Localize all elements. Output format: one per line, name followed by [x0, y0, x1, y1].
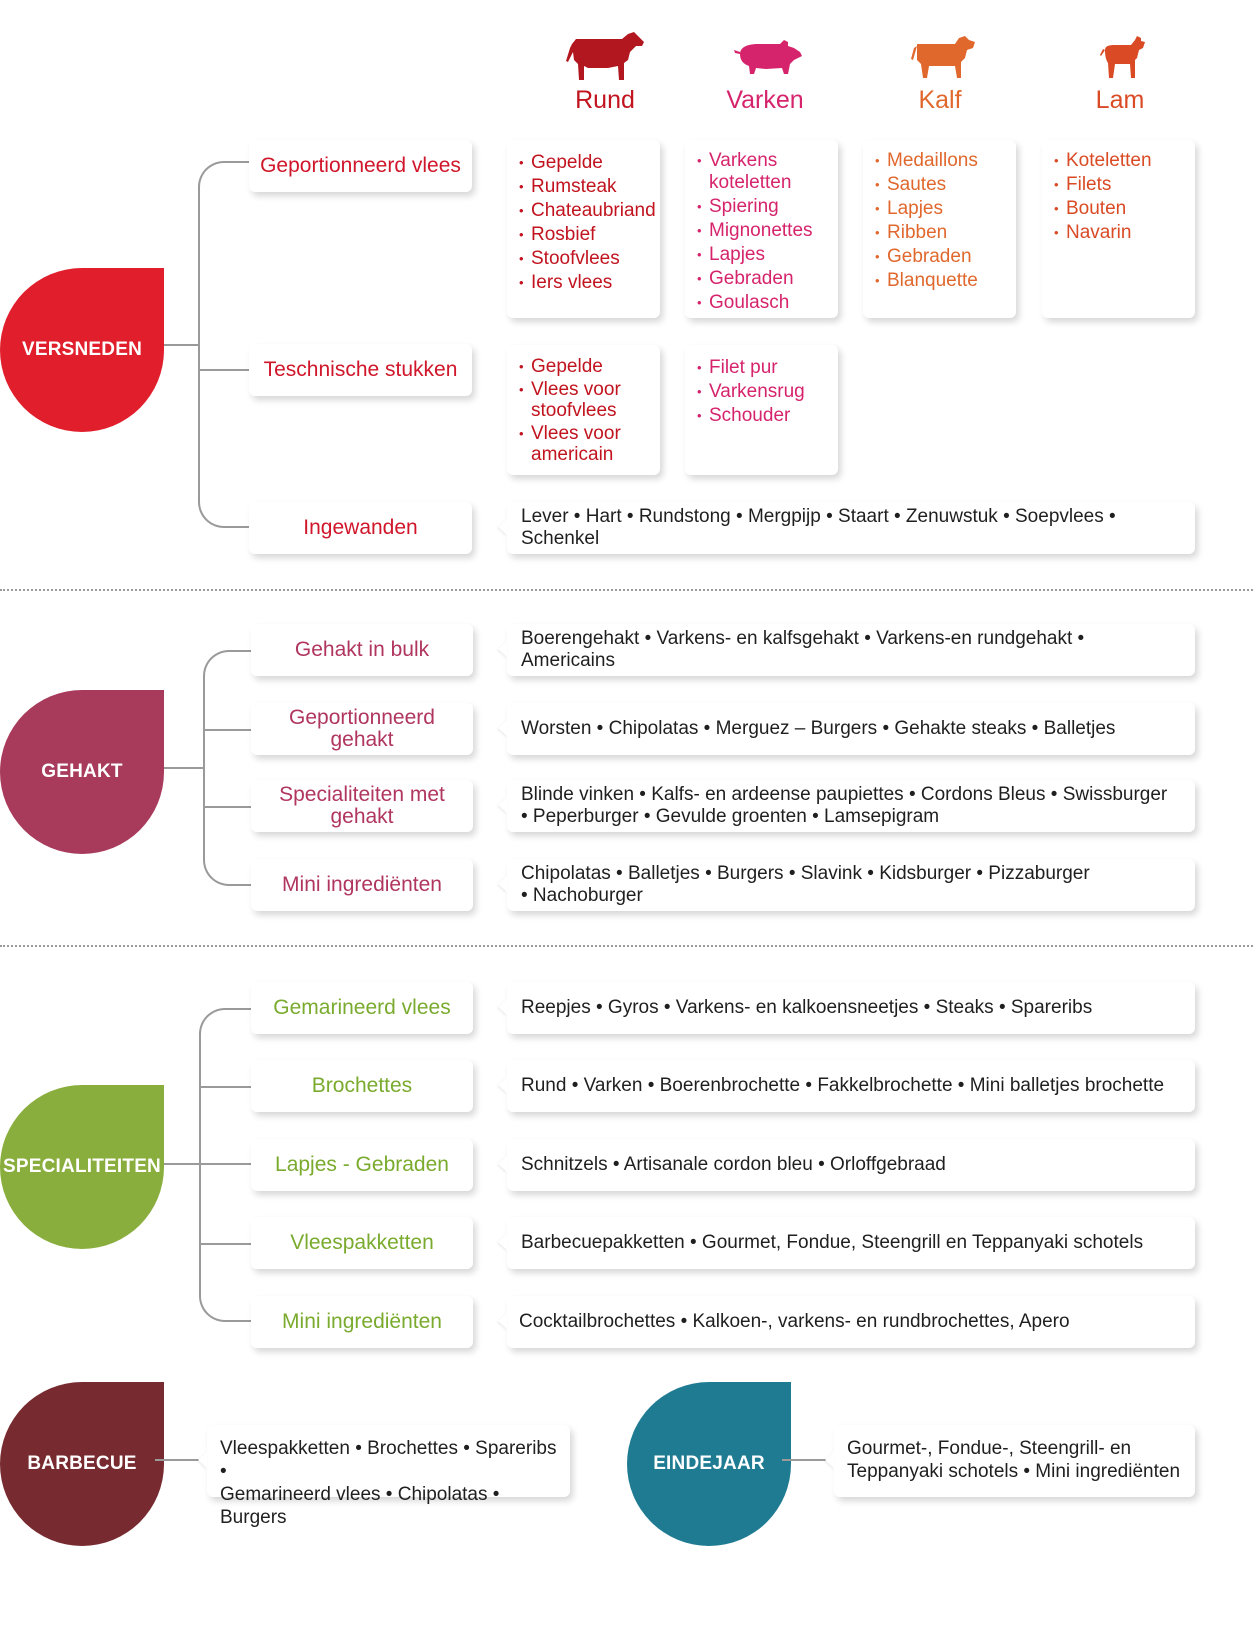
versneden-label: VERSNEDEN [21, 339, 143, 360]
category-label: Mini ingrediënten [282, 873, 442, 896]
list-item: • Spiering [697, 196, 826, 218]
category-vleespakketten[interactable] [251, 1217, 473, 1269]
gehakt-label: GEHAKT [41, 761, 123, 782]
list-item: • Gebraden [697, 268, 826, 290]
list-technische-varken [685, 345, 838, 475]
bar-text: Cocktailbrochettes • Kalkoen-, varkens- en rundbrochettes, Apero [519, 1311, 1070, 1332]
pointer [498, 797, 507, 813]
animal-rund [540, 30, 670, 114]
list-geportioneerd-rund [507, 140, 660, 318]
list-item: • Rosbief [519, 223, 648, 247]
list-item: • Medaillons [875, 149, 1004, 173]
specialiteiten-connector [199, 1008, 252, 1322]
pointer [498, 641, 507, 657]
eindejaar-line: Gourmet-, Fondue-, Steengrill- en [847, 1438, 1132, 1459]
pig-icon [724, 30, 806, 82]
calf-icon [899, 30, 981, 82]
animal-varken [700, 30, 830, 114]
category-geportioneerd-gehakt[interactable] [251, 703, 473, 755]
lamb-icon [1079, 30, 1161, 82]
pointer [498, 1077, 507, 1093]
eindejaar-badge [627, 1382, 791, 1546]
list-item: • Vlees voor stoofvlees [519, 379, 631, 421]
section-separator [0, 589, 1253, 591]
list-item: • Navarin [1054, 221, 1183, 245]
list-item: • Lapjes [875, 197, 1004, 221]
bar-text: Chipolatas • Balletjes • Burgers • Slavink • Kidsburger • Pizzaburger • Nachoburger [521, 863, 1090, 906]
list-item: • Chateaubriand [519, 199, 648, 223]
pointer [825, 1452, 834, 1468]
section-separator [0, 945, 1253, 947]
category-mini-ingredienten[interactable] [251, 1296, 473, 1348]
bar-text: Schnitzels • Artisanale cordon bleu • Orloffgebraad [521, 1154, 946, 1175]
gehakt-connector [203, 650, 253, 886]
list-item: • Gepelde [519, 356, 648, 377]
category-label: Vleespakketten [290, 1231, 434, 1254]
versneden-badge [0, 268, 164, 432]
category-gehakt-in-bulk[interactable] [251, 624, 473, 676]
eindejaar-line: Teppanyaki schotels • Mini ingrediënten [847, 1461, 1181, 1482]
cow-icon [564, 30, 646, 82]
barbecue-badge [0, 1382, 164, 1546]
category-label: Gehakt in bulk [294, 638, 430, 661]
category-brochettes[interactable] [251, 1060, 473, 1112]
animal-lam [1055, 30, 1185, 114]
specialiteiten-badge [0, 1085, 164, 1249]
list-item: • Lapjes [697, 244, 826, 266]
list-technische-rund [507, 345, 660, 475]
pointer [498, 1313, 507, 1329]
text-bar [507, 1296, 1195, 1348]
barbecue-line: Vleespakketten • Brochettes • Spareribs • [220, 1438, 557, 1482]
category-label: Lapjes - Gebraden [275, 1153, 449, 1176]
list-item: • Vlees voor americain [519, 423, 631, 465]
pointer [498, 999, 507, 1015]
list-geportioneerd-varken [685, 140, 838, 318]
category-label: Ingewanden [303, 516, 418, 539]
list-item: • Mignonettes [697, 220, 826, 242]
category-technische-stukken[interactable] [249, 344, 472, 396]
list-item: • Ribben [875, 221, 1004, 245]
text-bar [507, 703, 1195, 755]
specialiteiten-branch [199, 1243, 252, 1245]
category-specialiteiten-met-gehakt[interactable] [251, 780, 473, 832]
category-lapjes-gebraden[interactable] [251, 1139, 473, 1191]
list-geportioneerd-kalf [863, 140, 1016, 318]
specialiteiten-label: SPECIALITEITEN [3, 1156, 161, 1177]
bar-text: Boerengehakt • Varkens- en kalfsgehakt • Varkens-en rundgehakt • Americains [521, 628, 1085, 671]
bar-text: Rund • Varken • Boerenbrochette • Fakkelbrochette • Mini balletjes brochette [521, 1075, 1165, 1096]
category-geportioneerd-vlees[interactable] [249, 140, 472, 192]
pointer [498, 720, 507, 736]
bar-text: Worsten • Chipolatas • Merguez – Burgers • Gehakte steaks • Balletjes [521, 718, 1116, 739]
list-geportioneerd-lam [1042, 140, 1195, 318]
category-label: Gemarineerd vlees [273, 996, 451, 1019]
pointer [198, 1452, 207, 1468]
animal-kalf [875, 30, 1005, 114]
pointer [498, 1156, 507, 1172]
specialiteiten-branch [199, 1086, 252, 1088]
list-item: • Gebraden [875, 245, 1004, 269]
category-ingewanden[interactable] [249, 502, 472, 554]
list-item: • Schouder [697, 404, 826, 428]
category-gemarineerd-vlees[interactable] [251, 982, 473, 1034]
list-item: • Filets [1054, 173, 1183, 197]
barbecue-label: BARBECUE [27, 1453, 137, 1474]
text-bar [507, 982, 1195, 1034]
text-bar [507, 624, 1195, 676]
list-item: • Goulasch [697, 292, 826, 314]
text-bar [507, 1060, 1195, 1112]
list-item: • Blanquette [875, 269, 1004, 293]
list-item: • Iers vlees [519, 271, 648, 295]
versneden-connector [198, 161, 252, 528]
list-item: • Varkensrug [697, 380, 826, 404]
pointer [498, 1234, 507, 1250]
animal-name: Rund [575, 86, 635, 114]
bar-text: Reepjes • Gyros • Varkens- en kalkoensneetjes • Steaks • Spareribs [521, 997, 1093, 1018]
animal-name: Varken [726, 86, 804, 114]
bar-text: Blinde vinken • Kalfs- en ardeense paupiettes • Cordons Bleus • Swissburger • Peperburger • Gevulde groenten • Lamsepigram [521, 784, 1168, 827]
text-bar [507, 859, 1195, 911]
bar-text: Barbecuepakketten • Gourmet, Fondue, Steengrill en Teppanyaki schotels [521, 1232, 1144, 1253]
list-item: • Gepelde [519, 151, 648, 175]
category-label: Brochettes [311, 1074, 413, 1097]
gehakt-branch [203, 806, 253, 808]
category-label: Geportionneerd vlees [260, 154, 461, 177]
pointer [498, 519, 507, 535]
bar-text: Lever • Hart • Rundstong • Mergpijp • Staart • Zenuwstuk • Soepvlees • Schenkel [521, 506, 1116, 549]
barbecue-text-box [207, 1425, 570, 1528]
eindejaar-label: EINDEJAAR [653, 1453, 765, 1474]
text-bar [507, 1139, 1195, 1191]
list-item: • Filet pur [697, 356, 826, 380]
list-item: • Rumsteak [519, 175, 648, 199]
category-mini-ingredienten[interactable] [251, 859, 473, 911]
category-label: Specialiteiten met gehakt [279, 783, 445, 828]
versneden-branch [198, 369, 252, 371]
text-bar [507, 780, 1195, 832]
specialiteiten-branch [199, 1163, 252, 1165]
animal-name: Lam [1095, 86, 1145, 114]
list-item: • Bouten [1054, 197, 1183, 221]
barbecue-line: Gemarineerd vlees • Chipolatas • Burgers [220, 1484, 500, 1528]
gehakt-branch [203, 729, 253, 731]
category-label: Geportionneerd gehakt [289, 706, 435, 751]
list-item: • Varkens koteletten [697, 150, 799, 194]
eindejaar-text-box [834, 1425, 1195, 1497]
gehakt-badge [0, 690, 164, 854]
category-label: Mini ingrediënten [282, 1310, 442, 1333]
pointer [498, 876, 507, 892]
text-bar [507, 1217, 1195, 1269]
list-item: • Stoofvlees [519, 247, 648, 271]
list-item: • Sautes [875, 173, 1004, 197]
animal-name: Kalf [918, 86, 962, 114]
category-label: Teschnische stukken [263, 358, 458, 381]
list-item: • Koteletten [1054, 149, 1183, 173]
text-bar-ingewanden [507, 502, 1195, 554]
